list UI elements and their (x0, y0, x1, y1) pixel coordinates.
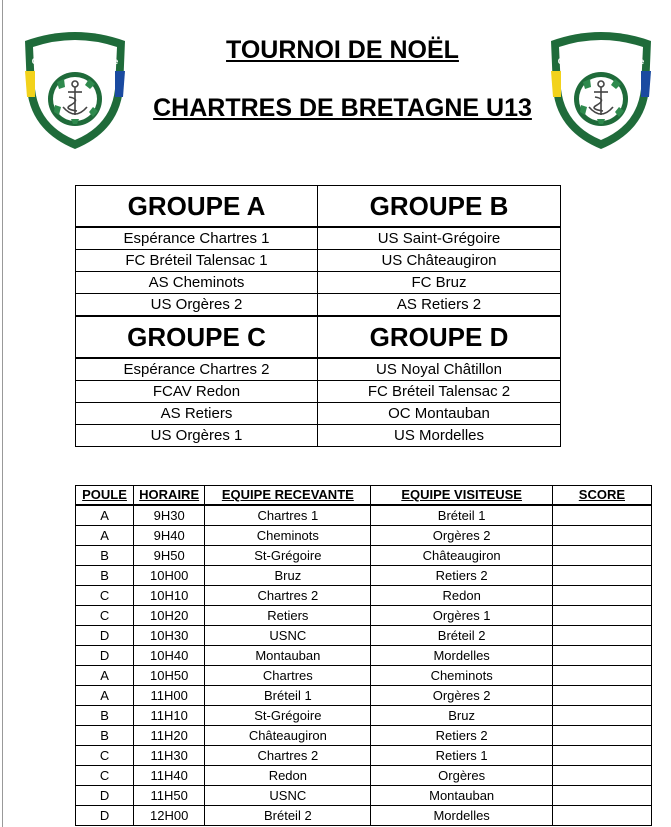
group-team-row (76, 250, 561, 272)
poule-cell: A (76, 505, 134, 526)
away-team-cell: Bréteil 2 (371, 626, 552, 646)
group-a-team: Espérance Chartres 1 (76, 227, 318, 250)
table-row (76, 686, 652, 706)
home-team-cell: Châteaugiron (205, 726, 371, 746)
score-cell[interactable] (552, 666, 651, 686)
table-row (76, 626, 652, 646)
poule-cell: C (76, 746, 134, 766)
away-team-cell: Bréteil 1 (371, 505, 552, 526)
group-d-team: US Mordelles (318, 425, 561, 447)
home-team-cell: Chartres 2 (205, 586, 371, 606)
away-team-cell: Retiers 2 (371, 726, 552, 746)
home-team-cell: Cheminots (205, 526, 371, 546)
match-schedule-table (75, 485, 652, 826)
horaire-cell: 10H00 (134, 566, 205, 586)
score-cell[interactable] (552, 746, 651, 766)
horaire-cell: 11H50 (134, 786, 205, 806)
horaire-cell: 10H40 (134, 646, 205, 666)
horaire-cell: 9H30 (134, 505, 205, 526)
group-a-team: AS Cheminots (76, 272, 318, 294)
logo-text-line2: Chartres de Bretagne (557, 56, 645, 66)
home-team-cell: Bréteil 2 (205, 806, 371, 826)
score-cell[interactable] (552, 626, 651, 646)
horaire-cell: 9H40 (134, 526, 205, 546)
club-logo-right (545, 27, 657, 151)
away-team-cell: Orgères 2 (371, 526, 552, 546)
horaire-cell: 10H10 (134, 586, 205, 606)
home-team-cell: Chartres 2 (205, 746, 371, 766)
table-row (76, 586, 652, 606)
poule-cell: D (76, 786, 134, 806)
home-team-cell: Chartres (205, 666, 371, 686)
logo-text-line2: Chartres de Bretagne (31, 56, 119, 66)
away-team-cell: Retiers 2 (371, 566, 552, 586)
column-header-poule: POULE (76, 486, 134, 506)
schedule-body (76, 505, 652, 826)
table-row (76, 706, 652, 726)
home-team-cell: Retiers (205, 606, 371, 626)
poule-cell: A (76, 666, 134, 686)
logo-text-line1: Espérance (51, 44, 99, 55)
group-team-row (76, 425, 561, 447)
logo-year: 1941 (593, 130, 609, 137)
table-row (76, 505, 652, 526)
home-team-cell: Bruz (205, 566, 371, 586)
score-cell[interactable] (552, 566, 651, 586)
horaire-cell: 9H50 (134, 546, 205, 566)
horaire-cell: 12H00 (134, 806, 205, 826)
page-title-line2: CHARTRES DE BRETAGNE U13 (153, 94, 532, 122)
group-d-team: OC Montauban (318, 403, 561, 425)
table-row (76, 526, 652, 546)
away-team-cell: Retiers 1 (371, 746, 552, 766)
group-d-team: FC Bréteil Talensac 2 (318, 381, 561, 403)
group-c-title: GROUPE C (76, 316, 318, 358)
group-c-team: FCAV Redon (76, 381, 318, 403)
group-b-team: US Châteaugiron (318, 250, 561, 272)
poule-cell: B (76, 546, 134, 566)
horaire-cell: 11H40 (134, 766, 205, 786)
group-team-row (76, 227, 561, 250)
group-team-row (76, 358, 561, 381)
away-team-cell: Châteaugiron (371, 546, 552, 566)
table-row (76, 666, 652, 686)
group-b-team: US Saint-Grégoire (318, 227, 561, 250)
horaire-cell: 11H00 (134, 686, 205, 706)
poule-cell: B (76, 706, 134, 726)
schedule-header-row (76, 486, 652, 506)
table-row (76, 766, 652, 786)
group-header-row (76, 316, 561, 358)
home-team-cell: USNC (205, 626, 371, 646)
poule-cell: D (76, 646, 134, 666)
group-c-team: US Orgères 1 (76, 425, 318, 447)
score-cell[interactable] (552, 546, 651, 566)
away-team-cell: Mordelles (371, 806, 552, 826)
away-team-cell: Orgères 2 (371, 686, 552, 706)
poule-cell: B (76, 566, 134, 586)
poule-cell: C (76, 606, 134, 626)
away-team-cell: Montauban (371, 786, 552, 806)
score-cell[interactable] (552, 726, 651, 746)
horaire-cell: 11H10 (134, 706, 205, 726)
score-cell[interactable] (552, 526, 651, 546)
score-cell[interactable] (552, 505, 651, 526)
column-header-equipe-visiteuse: EQUIPE VISITEUSE (371, 486, 552, 506)
score-cell[interactable] (552, 586, 651, 606)
group-c-team: Espérance Chartres 2 (76, 358, 318, 381)
poule-cell: D (76, 806, 134, 826)
score-cell[interactable] (552, 646, 651, 666)
home-team-cell: St-Grégoire (205, 546, 371, 566)
home-team-cell: Bréteil 1 (205, 686, 371, 706)
table-row (76, 646, 652, 666)
group-b-title: GROUPE B (318, 186, 561, 228)
page-title-line1: TOURNOI DE NOËL (226, 36, 459, 64)
poule-cell: B (76, 726, 134, 746)
home-team-cell: Montauban (205, 646, 371, 666)
table-row (76, 786, 652, 806)
groups-table (75, 185, 561, 447)
group-d-title: GROUPE D (318, 316, 561, 358)
away-team-cell: Bruz (371, 706, 552, 726)
away-team-cell: Mordelles (371, 646, 552, 666)
group-a-team: US Orgères 2 (76, 294, 318, 317)
score-cell[interactable] (552, 706, 651, 726)
away-team-cell: Cheminots (371, 666, 552, 686)
group-team-row (76, 294, 561, 317)
away-team-cell: Orgères (371, 766, 552, 786)
club-logo-left (19, 27, 131, 151)
column-header-equipe-recevante: EQUIPE RECEVANTE (205, 486, 371, 506)
group-a-team: FC Bréteil Talensac 1 (76, 250, 318, 272)
group-c-team: AS Retiers (76, 403, 318, 425)
horaire-cell: 10H20 (134, 606, 205, 626)
group-a-title: GROUPE A (76, 186, 318, 228)
logo-text-line1: Espérance (577, 44, 625, 55)
table-row (76, 806, 652, 826)
score-cell[interactable] (552, 766, 651, 786)
home-team-cell: Chartres 1 (205, 505, 371, 526)
poule-cell: C (76, 586, 134, 606)
group-header-row (76, 186, 561, 228)
poule-cell: D (76, 626, 134, 646)
table-row (76, 726, 652, 746)
group-d-team: US Noyal Châtillon (318, 358, 561, 381)
group-team-row (76, 403, 561, 425)
score-cell[interactable] (552, 686, 651, 706)
score-cell[interactable] (552, 606, 651, 626)
group-b-team: AS Retiers 2 (318, 294, 561, 317)
poule-cell: C (76, 766, 134, 786)
group-team-row (76, 381, 561, 403)
horaire-cell: 11H30 (134, 746, 205, 766)
column-header-horaire: HORAIRE (134, 486, 205, 506)
table-row (76, 746, 652, 766)
poule-cell: A (76, 526, 134, 546)
horaire-cell: 11H20 (134, 726, 205, 746)
group-b-team: FC Bruz (318, 272, 561, 294)
away-team-cell: Orgères 1 (371, 606, 552, 626)
page-edge-line (2, 0, 3, 827)
horaire-cell: 10H50 (134, 666, 205, 686)
group-team-row (76, 272, 561, 294)
score-cell[interactable] (552, 806, 651, 826)
horaire-cell: 10H30 (134, 626, 205, 646)
score-cell[interactable] (552, 786, 651, 806)
table-row (76, 546, 652, 566)
home-team-cell: USNC (205, 786, 371, 806)
logo-year: 1941 (67, 130, 83, 137)
home-team-cell: St-Grégoire (205, 706, 371, 726)
poule-cell: A (76, 686, 134, 706)
table-row (76, 606, 652, 626)
away-team-cell: Redon (371, 586, 552, 606)
table-row (76, 566, 652, 586)
home-team-cell: Redon (205, 766, 371, 786)
column-header-score: SCORE (552, 486, 651, 506)
